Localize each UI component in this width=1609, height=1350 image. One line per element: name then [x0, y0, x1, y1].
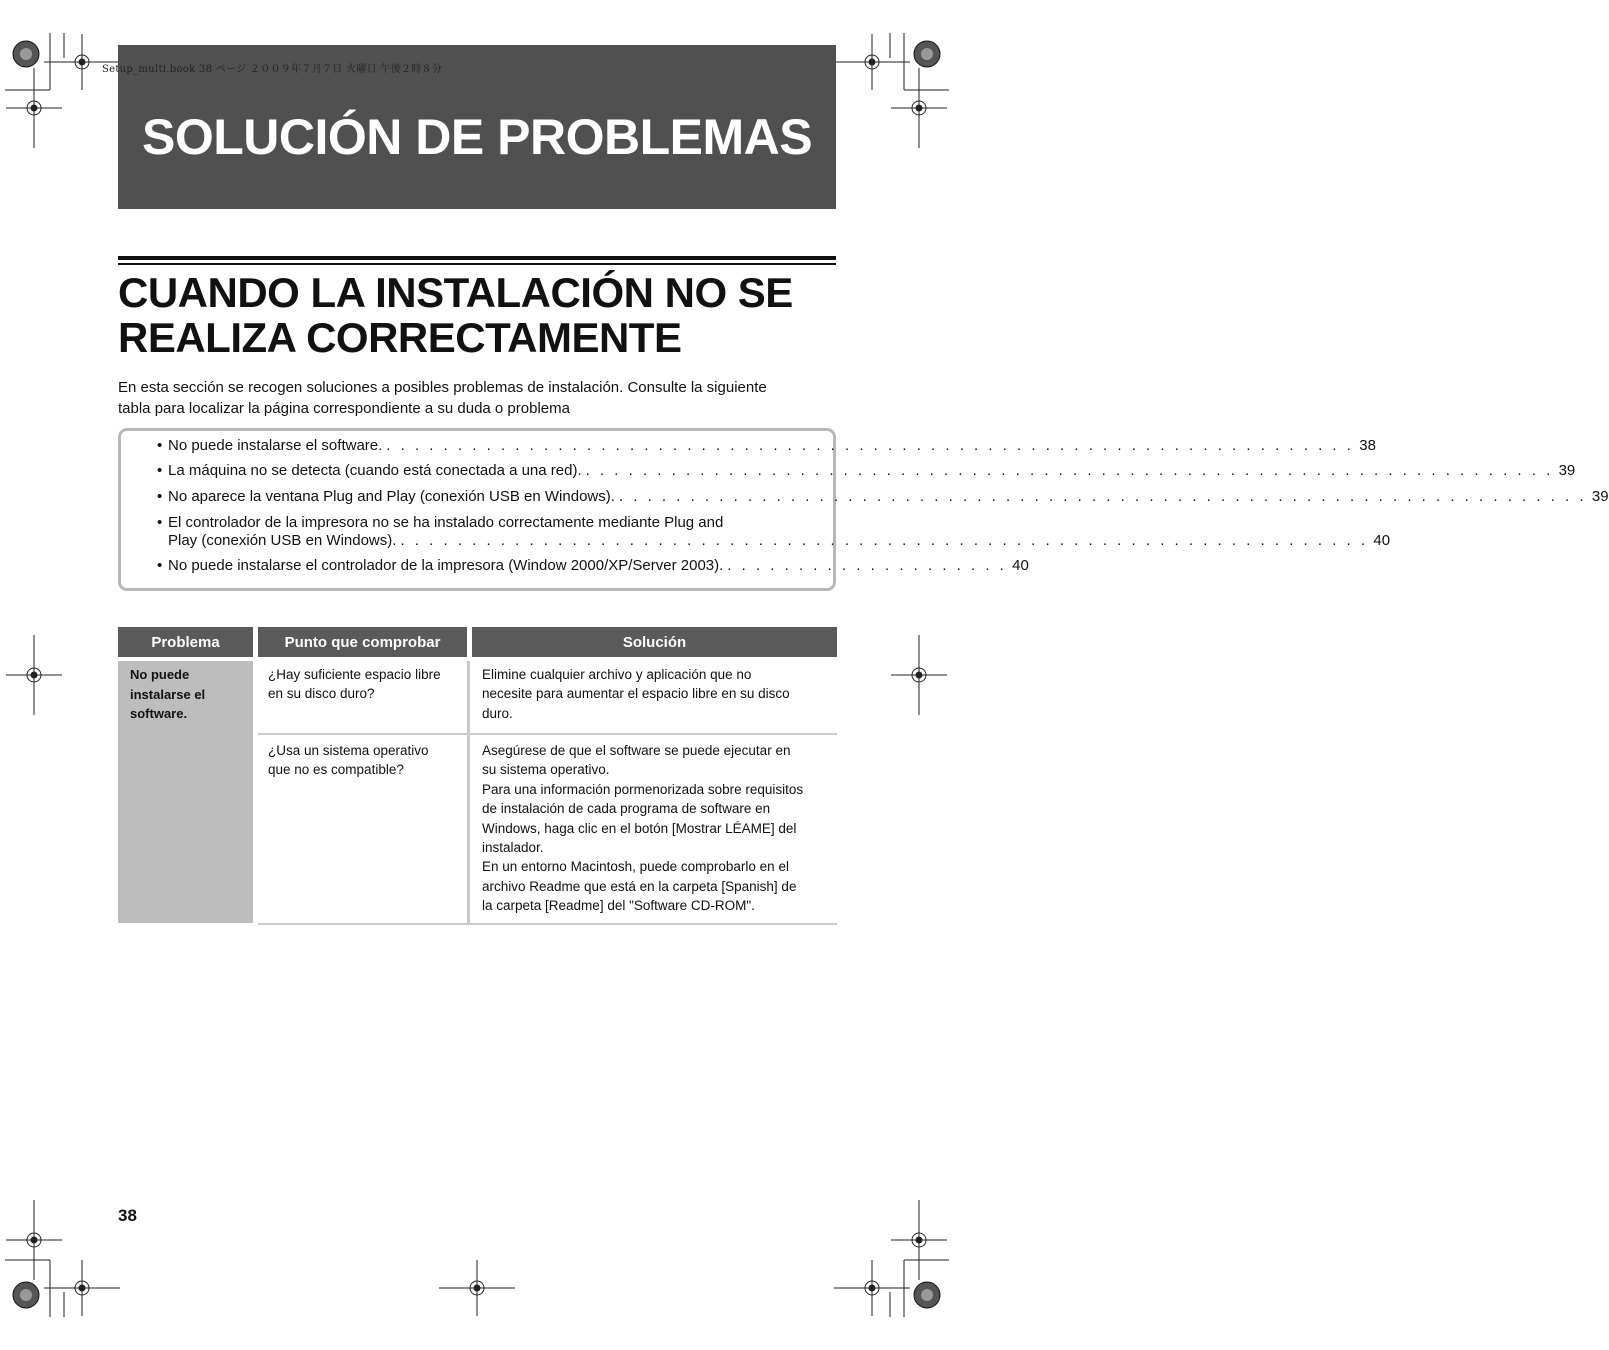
- solution-line: archivo Readme que está en la carpeta [Spanish] de: [482, 878, 797, 894]
- solution-cell: [482, 665, 790, 723]
- solution-line: Para una información pormenorizada sobre requisitos: [482, 781, 804, 797]
- toc-item[interactable]: [157, 557, 1029, 575]
- dot-leader: . . . . . . . . . . . . . . . . . . . .: [727, 557, 1007, 574]
- file-stamp: Setup_multi.book 38 ページ ２００９年７月７日 火曜日 午後２時８分: [102, 64, 443, 75]
- toc-page-number: 39: [1591, 488, 1609, 505]
- toc-item[interactable]: [157, 488, 1609, 506]
- toc-page-number: 40: [1373, 532, 1391, 549]
- solution-line: duro.: [482, 705, 513, 721]
- section-title-line: REALIZA CORRECTAMENTE: [118, 314, 682, 361]
- toc-item-text: No aparece la ventana Plug and Play (conexión USB en Windows).: [168, 488, 615, 505]
- table-bottom-rule: [258, 923, 837, 925]
- check-cell: [268, 741, 429, 780]
- check-cell: [268, 665, 441, 704]
- solution-line: su sistema operativo.: [482, 762, 610, 778]
- bullet-icon: •: [157, 488, 163, 505]
- toc-item-text: La máquina no se detecta (cuando está conectada a una red).: [168, 462, 582, 479]
- check-line: ¿Hay suficiente espacio libre: [268, 667, 441, 682]
- solution-line: la carpeta [Readme] del "Software CD-ROM".: [482, 898, 755, 914]
- problem-text: [130, 665, 205, 724]
- page-number: 38: [118, 1206, 137, 1225]
- chapter-title: SOLUCIÓN DE PROBLEMAS: [142, 109, 813, 165]
- solution-line: En un entorno Macintosh, puede comprobarlo en el: [482, 859, 789, 875]
- bullet-icon: •: [157, 462, 163, 479]
- bullet-icon: •: [157, 557, 163, 574]
- check-line: ¿Usa un sistema operativo: [268, 743, 429, 758]
- toc-item-text: El controlador de la impresora no se ha instalado correctamente mediante Plug and: [168, 514, 724, 531]
- toc-item-text: Play (conexión USB en Windows).: [168, 532, 397, 549]
- toc-item[interactable]: [157, 514, 1391, 550]
- problem-line: instalarse el: [130, 686, 206, 702]
- toc-item[interactable]: [157, 437, 1376, 455]
- toc-item-text: No puede instalarse el software.: [168, 437, 383, 454]
- section-title: [118, 270, 836, 360]
- solution-line: Elimine cualquier archivo y aplicación que no: [482, 667, 752, 682]
- column-header-solucion: Solución: [472, 627, 837, 657]
- column-header-punto-que-comprobar: Punto que comprobar: [258, 627, 467, 657]
- heading-rule-thin: [118, 263, 836, 265]
- problem-line: No puede: [130, 667, 190, 682]
- intro-paragraph: [118, 377, 836, 419]
- bullet-icon: •: [157, 514, 163, 531]
- row-divider: [258, 733, 837, 735]
- solution-line: instalador.: [482, 840, 544, 856]
- intro-line: En esta sección se recogen soluciones a posibles problemas de instalación. Consulte la siguiente: [118, 379, 767, 396]
- solution-line: Windows, haga clic en el botón [Mostrar LÉAME] del: [482, 820, 797, 836]
- bullet-icon: •: [157, 437, 163, 454]
- dot-leader: . . . . . . . . . . . . . . . . . . . . . . . . . . . . . . . . . . . . . . . . . . . . . . . . . . . . . . . . . . . . . . . . . . . .: [386, 437, 1354, 454]
- toc-item-text: No puede instalarse el controlador de la impresora (Window 2000/XP/Server 2003).: [168, 557, 724, 574]
- toc-page-number: 39: [1558, 462, 1576, 479]
- column-divider: [467, 661, 470, 924]
- solution-cell: [482, 741, 803, 916]
- column-header-problema: Problema: [118, 627, 253, 657]
- check-line: en su disco duro?: [268, 686, 375, 702]
- check-line: que no es compatible?: [268, 762, 404, 778]
- problem-line: software.: [130, 706, 188, 721]
- solution-line: Asegúrese de que el software se puede ejecutar en: [482, 743, 791, 758]
- section-title-line: CUANDO LA INSTALACIÓN NO SE: [118, 269, 793, 316]
- heading-rule-thick: [118, 256, 836, 260]
- toc-item[interactable]: [157, 462, 1576, 480]
- solution-line: necesite para aumentar el espacio libre en su disco: [482, 686, 790, 702]
- dot-leader: . . . . . . . . . . . . . . . . . . . . . . . . . . . . . . . . . . . . . . . . . . . . . . . . . . . . . . . . . . . . . . . . . . . .: [585, 462, 1554, 479]
- toc-page-number: 40: [1012, 557, 1029, 574]
- dot-leader: . . . . . . . . . . . . . . . . . . . . . . . . . . . . . . . . . . . . . . . . . . . . . . . . . . . . . . . . . . . . . . . . . . . .: [400, 532, 1369, 549]
- toc-page-number: 38: [1359, 437, 1376, 454]
- intro-line: tabla para localizar la página correspondiente a su duda o problema: [118, 400, 570, 417]
- dot-leader: . . . . . . . . . . . . . . . . . . . . . . . . . . . . . . . . . . . . . . . . . . . . . . . . . . . . . . . . . . . . . . . . . . . .: [618, 488, 1587, 505]
- solution-line: de instalación de cada programa de software en: [482, 801, 771, 817]
